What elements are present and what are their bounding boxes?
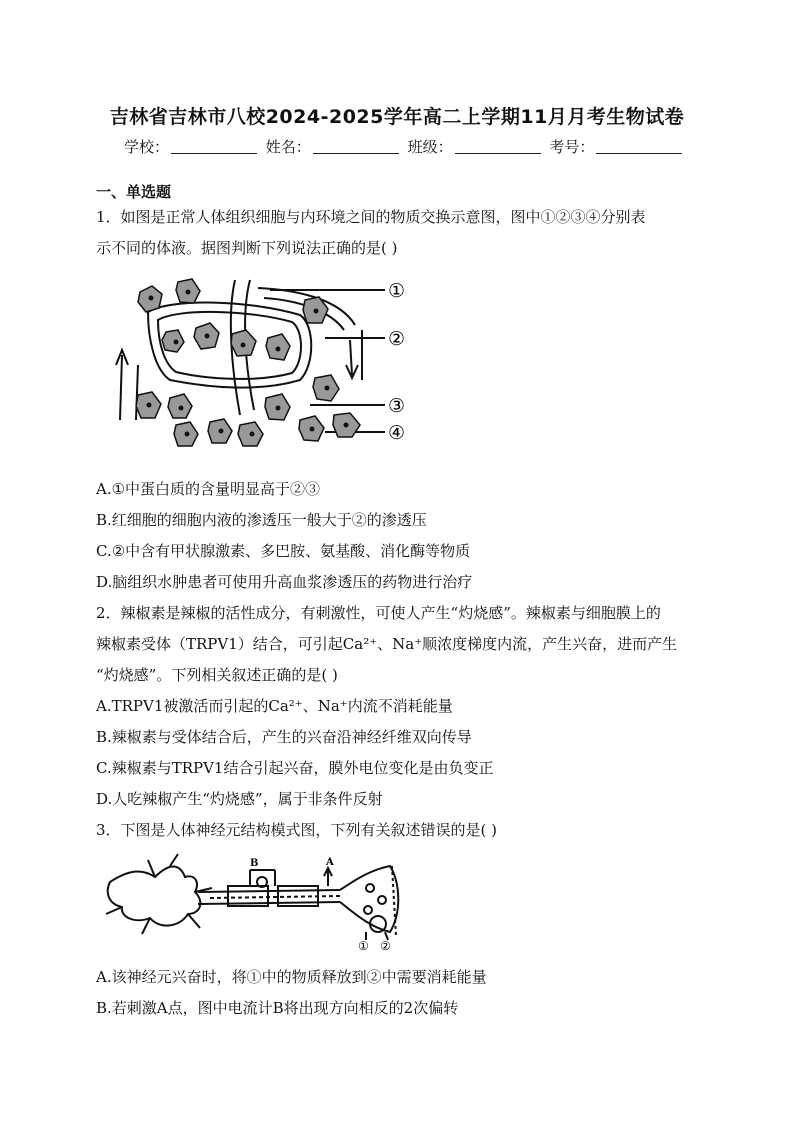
class-label: 班级： xyxy=(407,138,453,156)
q1-label-1: ① xyxy=(388,280,406,302)
q3-label-a: A xyxy=(326,857,334,868)
q2-option-c[interactable]: C.辣椒素与TRPV1结合引起兴奋，膜外电位变化是由负变正 xyxy=(96,759,494,777)
q3-label-2: ② xyxy=(380,939,391,952)
class-blank[interactable] xyxy=(455,139,541,154)
q2-stem-line2: 辣椒素受体（TRPV1）结合，可引起Ca²⁺、Na⁺顺浓度梯度内流，产生兴奋，进而产生 xyxy=(96,635,678,653)
student-info-row xyxy=(124,136,686,157)
section-title: 一、单选题 xyxy=(96,183,172,201)
q1-stem-line1: 1．如图是正常人体组织细胞与内环境之间的物质交换示意图，图中①②③④分别表 xyxy=(96,208,646,226)
page-title: 吉林省吉林市八校2024-2025学年高二上学期11月月考生物试卷 xyxy=(109,106,685,128)
q3-label-b: B xyxy=(250,858,259,869)
q1-option-a[interactable]: A.①中蛋白质的含量明显高于②③ xyxy=(96,480,321,498)
name-label: 姓名： xyxy=(265,138,311,156)
q1-option-c[interactable]: C.②中含有甲状腺激素、多巴胺、氨基酸、消化酶等物质 xyxy=(96,542,471,560)
school-label: 学校： xyxy=(124,138,170,156)
exam-number-blank[interactable] xyxy=(596,139,682,154)
q1-label-2: ② xyxy=(388,328,406,350)
exam-number-label: 考号： xyxy=(549,138,595,156)
name-blank[interactable] xyxy=(313,139,399,154)
q1-label-4: ④ xyxy=(388,422,406,444)
q2-stem-line1: 2．辣椒素是辣椒的活性成分，有刺激性，可使人产生“灼烧感”。辣椒素与细胞膜上的 xyxy=(96,604,661,622)
q3-option-b[interactable]: B.若刺激A点，图中电流计B将出现方向相反的2次偏转 xyxy=(96,999,459,1017)
q3-neuron-diagram xyxy=(100,852,410,952)
q2-stem-line3: “灼烧感”。下列相关叙述正确的是( ) xyxy=(96,666,338,684)
q2-option-b[interactable]: B.辣椒素与受体结合后，产生的兴奋沿神经纤维双向传导 xyxy=(96,728,472,746)
q1-label-3: ③ xyxy=(388,395,406,417)
q1-tissue-diagram xyxy=(100,270,420,460)
q3-label-1: ① xyxy=(358,939,369,952)
q3-stem: 3．下图是人体神经元结构模式图，下列有关叙述错误的是( ) xyxy=(96,821,498,839)
q1-stem-line2: 示不同的体液。据图判断下列说法正确的是( ) xyxy=(96,239,398,257)
q2-option-d[interactable]: D.人吃辣椒产生“灼烧感”，属于非条件反射 xyxy=(96,790,383,808)
q1-option-b[interactable]: B.红细胞的细胞内液的渗透压一般大于②的渗透压 xyxy=(96,511,427,529)
q3-option-a[interactable]: A.该神经元兴奋时，将①中的物质释放到②中需要消耗能量 xyxy=(96,968,487,986)
school-blank[interactable] xyxy=(171,139,257,154)
q2-option-a[interactable]: A.TRPV1被激活而引起的Ca²⁺、Na⁺内流不消耗能量 xyxy=(96,697,453,715)
q1-option-d[interactable]: D.脑组织水肿患者可使用升高血浆渗透压的药物进行治疗 xyxy=(96,573,473,591)
